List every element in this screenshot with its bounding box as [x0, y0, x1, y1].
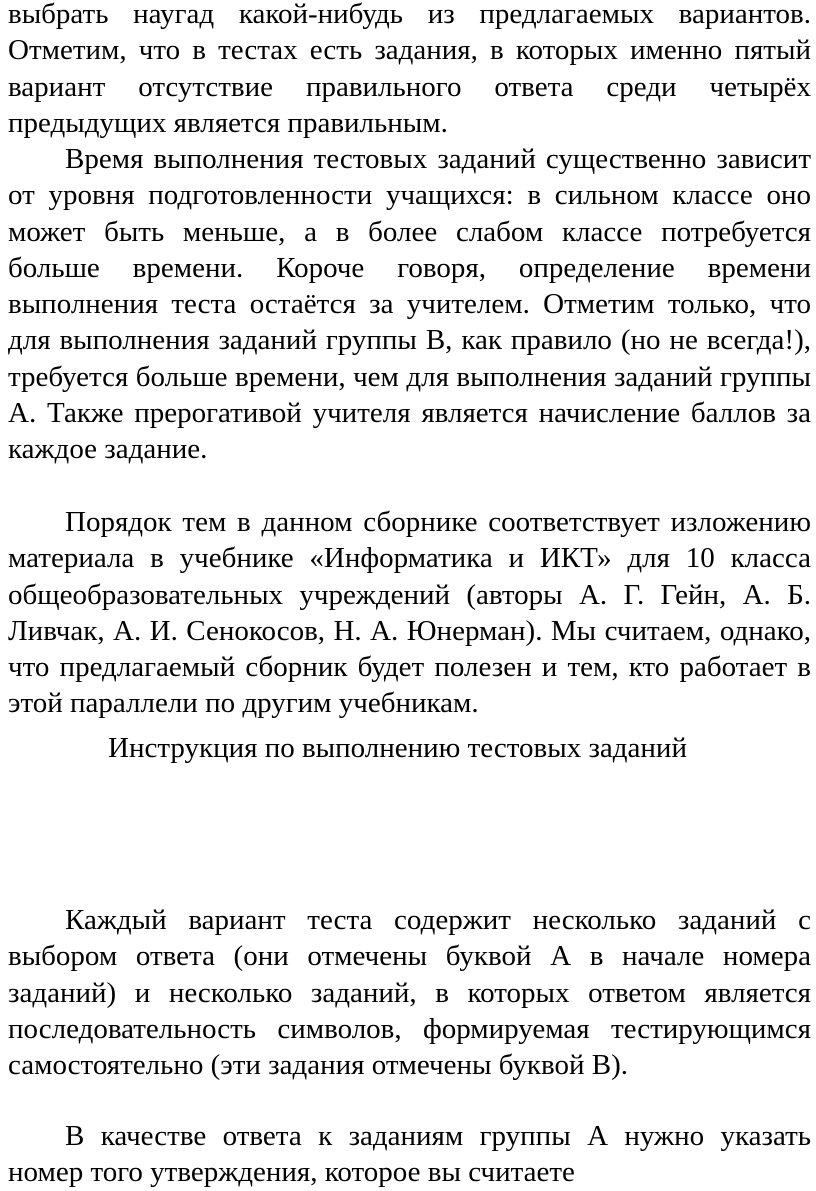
- paragraph-topic-order: Порядок тем в данном сборнике соответствует изложению материала в учебнике «Информатика и ИКТ» для 10 класса общеобразовательных учреждений (авторы А. Г. Гейн, А. Б. Ливчак, А. И. Сенокосов, Н. А. Юнерман). Мы считаем, однако, что предлагаемый сборник будет полезен и тем, кто работает в этой параллели по другим учебникам.: [8, 506, 811, 720]
- paragraph-answer-choice: выбрать наугад какой-нибудь из предлагаемых вариантов. Отметим, что в тестах есть задания, в которых именно пятый вариант отсутствие правильного ответа среди четырёх предыдущих является правильным.: [8, 0, 811, 139]
- section-heading: Инструкция по выполнению тестовых заданий: [108, 732, 687, 764]
- paragraph-group-a-answer: В качестве ответа к заданиям группы А нужно указать номер того утверждения, которое вы считаете: [8, 1120, 811, 1189]
- paragraph-test-time: Время выполнения тестовых заданий существенно зависит от уровня подготовленности учащихся: в сильном классе оно может быть меньше, а в более слабом классе потребуется больше времени. Короче говоря, определение времени выполнения теста остаётся за учителем. Отметим только, что для выполнения заданий группы В, как правило (но не всегда!), требуется больше времени, чем для выполнения заданий группы А. Также прерогативой учителя является начисление баллов за каждое задание.: [8, 143, 811, 466]
- paragraph-test-structure: Каждый вариант теста содержит несколько заданий с выбором ответа (они отмечены буквой А в начале номера заданий) и несколько заданий, в которых ответом является последовательность символов, формируемая тестирующимся самостоятельно (эти задания отмечены буквой В).: [8, 904, 811, 1082]
